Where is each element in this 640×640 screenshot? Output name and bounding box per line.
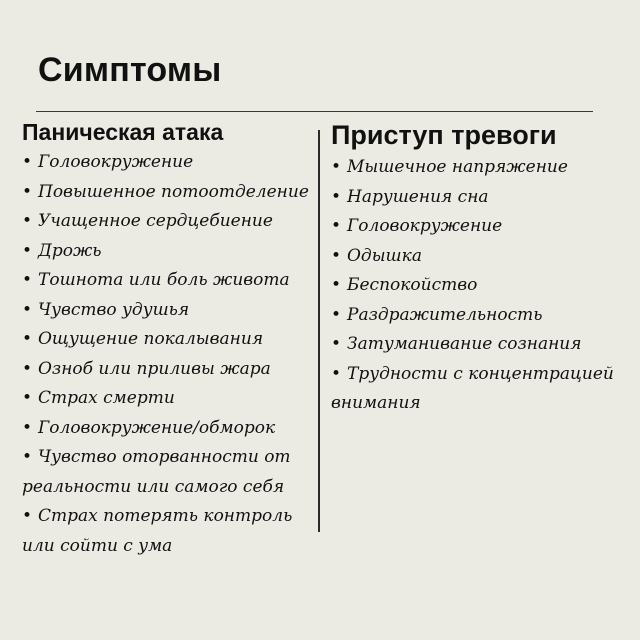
bullet-mark: • bbox=[331, 334, 342, 354]
symptom-item bbox=[22, 355, 314, 385]
symptom-text: Нарушения сна bbox=[347, 186, 489, 207]
bullet-mark: • bbox=[22, 417, 33, 438]
symptom-item bbox=[22, 325, 314, 355]
symptom-item bbox=[331, 330, 631, 360]
symptom-text: Чувство удушья bbox=[38, 299, 190, 320]
bullet-mark: • bbox=[22, 152, 33, 172]
symptom-text: Повышенное потоотделение bbox=[38, 181, 309, 202]
panic-attack-column bbox=[22, 118, 314, 561]
symptom-text: Страх потерять контроль или сойти с ума bbox=[22, 506, 293, 556]
symptom-item bbox=[22, 148, 314, 178]
symptom-text: Учащенное сердцебиение bbox=[38, 211, 273, 231]
symptom-text: Дрожь bbox=[38, 240, 102, 261]
column-divider bbox=[318, 130, 320, 532]
symptom-text: Одышка bbox=[347, 245, 422, 266]
bullet-mark: • bbox=[22, 240, 33, 261]
symptom-text: Головокружение bbox=[38, 152, 194, 172]
bullet-mark: • bbox=[22, 358, 33, 379]
anxiety-attack-heading: Приступ тревоги bbox=[331, 120, 557, 150]
symptom-item bbox=[22, 178, 314, 208]
symptom-item bbox=[331, 360, 631, 419]
symptom-text: Страх смерти bbox=[38, 388, 175, 408]
symptom-item bbox=[331, 242, 631, 272]
page-title: Симптомы bbox=[38, 51, 222, 89]
symptom-text: Ощущение покалывания bbox=[38, 329, 264, 349]
bullet-mark: • bbox=[22, 211, 33, 231]
symptom-text: Головокружение/обморок bbox=[38, 417, 276, 438]
bullet-mark: • bbox=[331, 216, 342, 236]
bullet-mark: • bbox=[22, 388, 33, 408]
symptom-text: Головокружение bbox=[347, 216, 503, 236]
anxiety-attack-symptom-list bbox=[331, 153, 631, 419]
panic-attack-symptom-list bbox=[22, 148, 314, 561]
symptom-text: Озноб или приливы жара bbox=[38, 358, 271, 379]
symptom-text: Тошнота или боль живота bbox=[38, 270, 290, 290]
panic-attack-heading: Паническая атака bbox=[22, 119, 224, 145]
bullet-mark: • bbox=[331, 275, 342, 295]
symptom-item bbox=[22, 414, 314, 444]
symptom-text: Чувство оторванности от реальности или самого себя bbox=[22, 447, 291, 497]
symptom-item bbox=[22, 443, 314, 502]
symptom-text: Раздражительность bbox=[347, 304, 543, 325]
symptom-item bbox=[331, 301, 631, 331]
bullet-mark: • bbox=[22, 506, 33, 526]
symptom-text: Беспокойство bbox=[347, 275, 478, 295]
symptom-item bbox=[22, 296, 314, 326]
symptom-item bbox=[331, 183, 631, 213]
bullet-mark: • bbox=[22, 329, 33, 349]
symptom-item bbox=[22, 384, 314, 414]
bullet-mark: • bbox=[22, 299, 33, 320]
bullet-mark: • bbox=[331, 245, 342, 266]
symptom-item bbox=[22, 266, 314, 296]
bullet-mark: • bbox=[331, 363, 342, 384]
symptom-item bbox=[331, 271, 631, 301]
symptom-text: Затуманивание сознания bbox=[347, 334, 582, 354]
bullet-mark: • bbox=[331, 157, 342, 177]
bullet-mark: • bbox=[22, 270, 33, 290]
anxiety-attack-column bbox=[331, 118, 631, 419]
bullet-mark: • bbox=[331, 304, 342, 325]
symptom-text: Трудности с концентрацией внимания bbox=[331, 363, 614, 413]
bullet-mark: • bbox=[22, 447, 33, 467]
symptom-text: Мышечное напряжение bbox=[347, 157, 568, 177]
bullet-mark: • bbox=[22, 181, 33, 202]
symptom-item bbox=[22, 207, 314, 237]
symptom-item bbox=[331, 212, 631, 242]
symptom-item bbox=[22, 502, 314, 561]
bullet-mark: • bbox=[331, 186, 342, 207]
title-divider bbox=[36, 111, 593, 112]
symptom-item bbox=[331, 153, 631, 183]
symptom-item bbox=[22, 237, 314, 267]
